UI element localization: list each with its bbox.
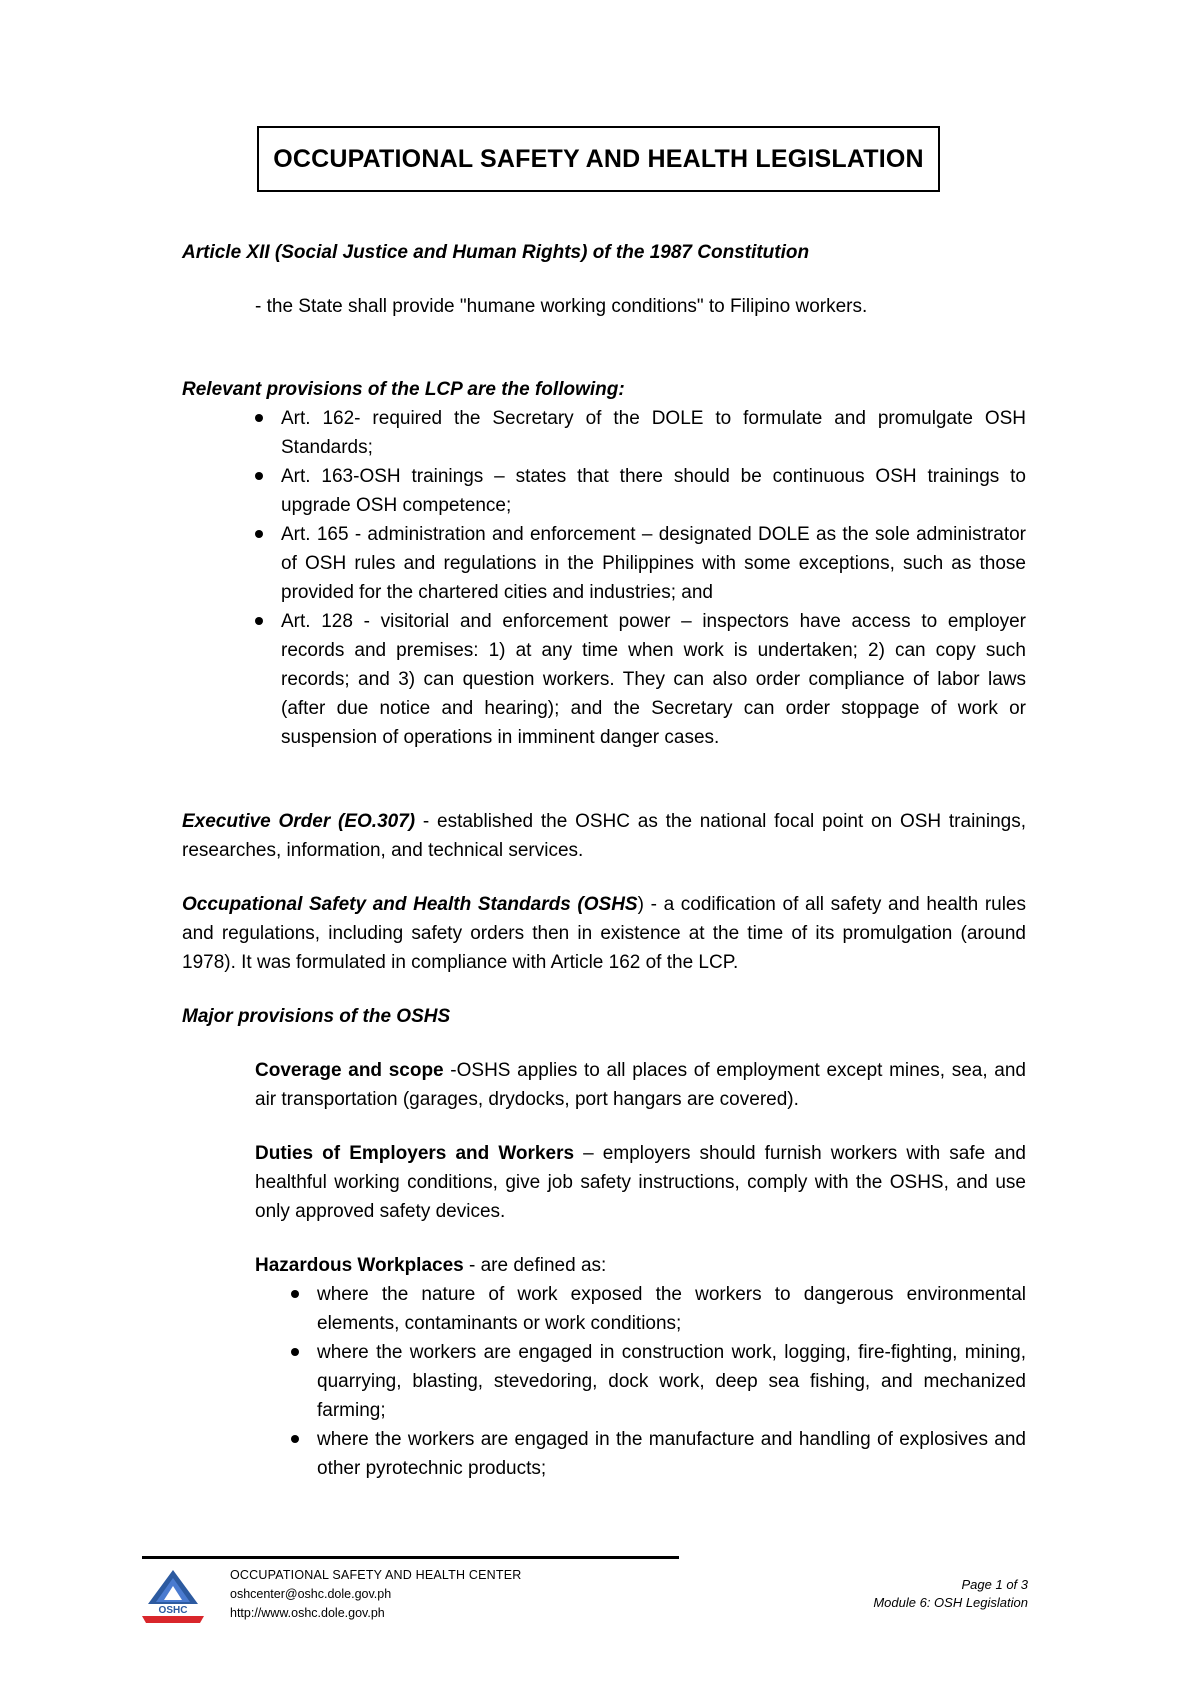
hazard-text: - are defined as:	[463, 1255, 607, 1276]
eo-term: Executive Order (EO.307)	[182, 811, 416, 832]
logo-text: OSHC	[158, 1605, 188, 1616]
coverage-term: Coverage and scope	[255, 1060, 444, 1081]
oshs-term: Occupational Safety and Health Standards (OSHS	[182, 894, 638, 915]
hazard-paragraph	[255, 1251, 1026, 1280]
duties-text: – employers should furnish workers with safe and healthful working conditions, give job safety instructions, comply with the OSHS, and use only approved safety devices.	[255, 1143, 1026, 1222]
footer-email: oshcenter@oshc.dole.gov.ph	[230, 1587, 392, 1601]
list-item: Art. 128 - visitorial and enforcement power – inspectors have access to employer records and premises: 1) at any time when work is undertaken; 2) can copy such records; and 3) can question workers. They can also order compliance of labor laws (after due notice and hearing); and the Secretary can order stoppage of work or suspension of operations in imminent danger cases.	[246, 607, 1026, 752]
oshs-text: ) - a codification of all safety and health rules and regulations, including safety orders then in existence at the time of its promulgation (around 1978). It was formulated in compliance with Article 162 of the LCP.	[182, 894, 1026, 973]
eo-text: - established the OSHC as the national focal point on OSH trainings, researches, information, and technical services.	[182, 811, 1026, 861]
coverage-paragraph	[255, 1056, 1026, 1114]
document-body	[182, 238, 1026, 1483]
page-number: Page 1 of 3	[961, 1577, 1028, 1592]
footer-contact	[230, 1566, 521, 1623]
list-item: Art. 163-OSH trainings – states that there should be continuous OSH trainings to upgrade OSH competence;	[246, 462, 1026, 520]
page-title: OCCUPATIONAL SAFETY AND HEALTH LEGISLATION	[273, 144, 924, 173]
hazard-term: Hazardous Workplaces	[255, 1255, 464, 1276]
footer-divider	[142, 1556, 679, 1559]
article-xii-heading: Article XII (Social Justice and Human Rights) of the 1987 Constitution	[182, 242, 810, 263]
coverage-text: -OSHS applies to all places of employment except mines, sea, and air transportation (garages, drydocks, port hangars are covered).	[255, 1060, 1026, 1110]
hazard-list	[282, 1280, 1026, 1483]
footer-url: http://www.oshc.dole.gov.ph	[230, 1606, 385, 1620]
footer-page-info	[873, 1576, 1028, 1612]
eo-paragraph	[182, 807, 1026, 865]
title-box	[257, 126, 940, 192]
duties-paragraph	[255, 1139, 1026, 1226]
oshs-paragraph	[182, 890, 1026, 977]
lcp-list	[246, 404, 1026, 752]
list-item: where the workers are engaged in construction work, logging, fire-fighting, mining, quarrying, blasting, stevedoring, dock work, deep sea fishing, and mechanized farming;	[282, 1338, 1026, 1425]
major-heading: Major provisions of the OSHS	[182, 1006, 451, 1027]
list-item: Art. 165 - administration and enforcement – designated DOLE as the sole administrator of OSH rules and regulations in the Philippines with some exceptions, such as those provided for the chartered cities and industries; and	[246, 520, 1026, 607]
oshc-logo-icon	[140, 1568, 206, 1624]
list-item: where the nature of work exposed the workers to dangerous environmental elements, contaminants or work conditions;	[282, 1280, 1026, 1338]
list-item: Art. 162- required the Secretary of the DOLE to formulate and promulgate OSH Standards;	[246, 404, 1026, 462]
lcp-heading: Relevant provisions of the LCP are the following:	[182, 379, 625, 400]
list-item: where the workers are engaged in the manufacture and handling of explosives and other pyrotechnic products;	[282, 1425, 1026, 1483]
duties-term: Duties of Employers and Workers	[255, 1143, 575, 1164]
footer-org: OCCUPATIONAL SAFETY AND HEALTH CENTER	[230, 1568, 522, 1582]
article-xii-text: - the State shall provide "humane working conditions" to Filipino workers.	[255, 296, 868, 317]
module-label: Module 6: OSH Legislation	[873, 1595, 1028, 1610]
